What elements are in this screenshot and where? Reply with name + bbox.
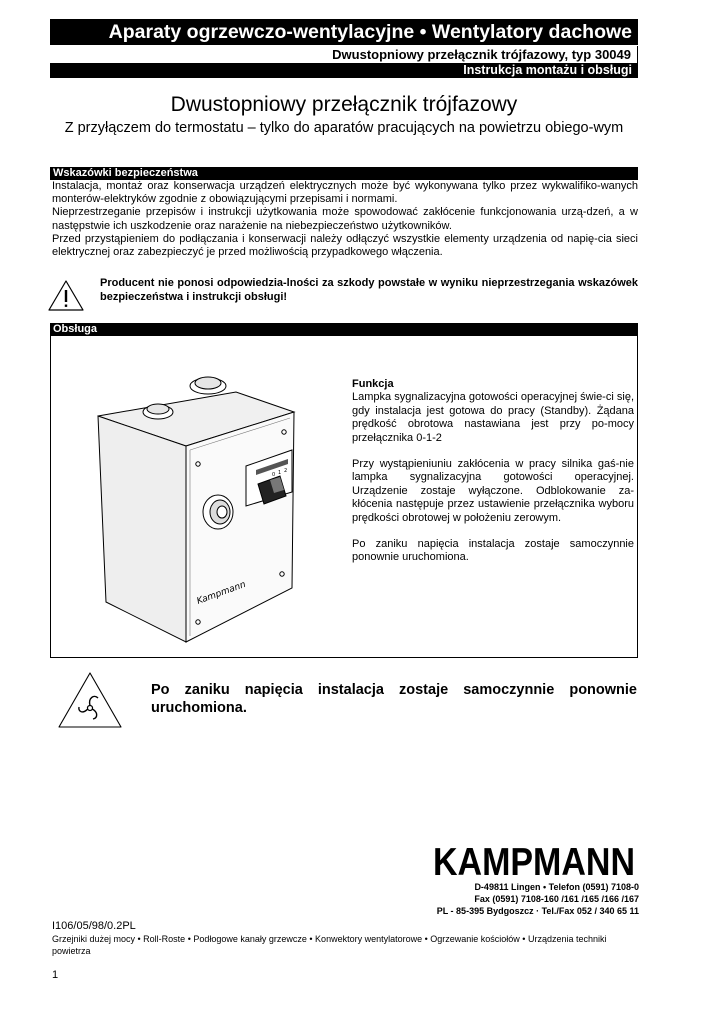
header-title-bar: Aparaty ogrzewczo-wentylacyjne • Wentylatory dachowe [50, 19, 638, 45]
kampmann-logo [432, 841, 637, 884]
safety-paragraph: Instalacja, montaż oraz konserwacja urządzeń elektrycznych może być wykonywana tylko przez wykwalifiko-wanych monterów-elektryków zgodnie z obowiązującymi przepisami i normami. [52, 180, 638, 206]
product-range-footer: Grzejniki dużej mocy • Roll-Roste • Podłogowe kanały grzewcze • Konwektory wentylatorowe • Ogrzewanie kościołów • Urządzenia techniki powietrza [52, 934, 607, 956]
function-paragraph: Po zaniku napięcia instalacja zostaje samoczynnie ponownie uruchomiona. [352, 538, 634, 564]
operation-section-heading: Obsługa [50, 323, 638, 336]
function-paragraph: Przy wystąpieniuniu zakłócenia w pracy silnika gaś-nie lampka sygnalizacyjna gotowości operacyjnej. Urządzenie zostaje wyłączone. Odblokowanie za-kłócenia następuje przez ustawienie przełącznika wyboru prędkości obrotowej w położeniu zerowym. [352, 458, 634, 524]
header-doc-type-bar: Instrukcja montażu i obsługi [50, 63, 638, 78]
company-address [380, 881, 639, 917]
address-line: Fax (0591) 7108-160 /161 /165 /166 /167 [474, 894, 639, 904]
signal-lamp-icon [203, 495, 233, 529]
page-number: 1 [52, 969, 59, 981]
function-paragraph: Lampka sygnalizacyjna gotowości operacyjnej świe-ci się, gdy instalacja jest gotowa do pracy (Standby). Żądana prędkość obrotowa nastawiana jest przy po-mocy przełącznika 0-1-2 [352, 391, 634, 444]
header-product-name: Dwustopniowy przełącznik trójfazowy, typ 30049 [50, 46, 638, 63]
logo-text: KAMPMANN [433, 841, 635, 884]
function-description [352, 378, 634, 578]
page-title: Dwustopniowy przełącznik trójfazowy [170, 93, 518, 116]
document-number: I106/05/98/0.2PL [52, 920, 136, 932]
rotating-fan-warning-icon [56, 670, 124, 730]
warning-triangle-icon [47, 279, 85, 312]
address-line: D-49811 Lingen • Telefon (0591) 7108-0 [474, 882, 639, 892]
safety-paragraph: Nieprzestrzeganie przepisów i instrukcji użytkowania może spowodować zakłócenie funkcjonowania urzą-dzeń, a w następstwie ich uszkodzenie oraz narażenie na niebezpieczeństwo użytkowników. [52, 206, 638, 232]
page-subtitle: Z przyłączem do termostatu – tylko do aparatów pracujących na powietrzu obiego-wym [64, 120, 624, 136]
address-line: PL - 85-395 Bydgoszcz · Tel./Fax 052 / 340 65 11 [436, 906, 639, 916]
function-heading: Funkcja [352, 378, 394, 390]
safety-paragraph: Przed przystąpieniem do podłączania i konserwacji należy odłączyć wszystkie elementy urządzenia od napię-cia sieci elektrycznej oraz zabezpieczyć je przed możliwością przypadkowego włączenia. [52, 232, 638, 259]
switch-position-label: 0 [272, 472, 276, 478]
safety-instructions [52, 180, 638, 259]
liability-warning: Producent nie ponosi odpowiedzia-lności za szkody powstałe w wyniku nieprzestrzegania wskazówek bezpieczeństwa i instrukcji obsługi! [100, 277, 638, 303]
switch-position-label: 1 [278, 470, 282, 476]
safety-section-heading: Wskazówki bezpieczeństwa [50, 167, 638, 180]
restart-notice: Po zaniku napięcia instalacja zostaje samoczynnie ponownie uruchomiona. [151, 682, 637, 716]
switch-box-illustration [86, 366, 336, 656]
device-brand-label: Kampmann [195, 579, 248, 607]
switch-position-label: 2 [284, 468, 288, 474]
